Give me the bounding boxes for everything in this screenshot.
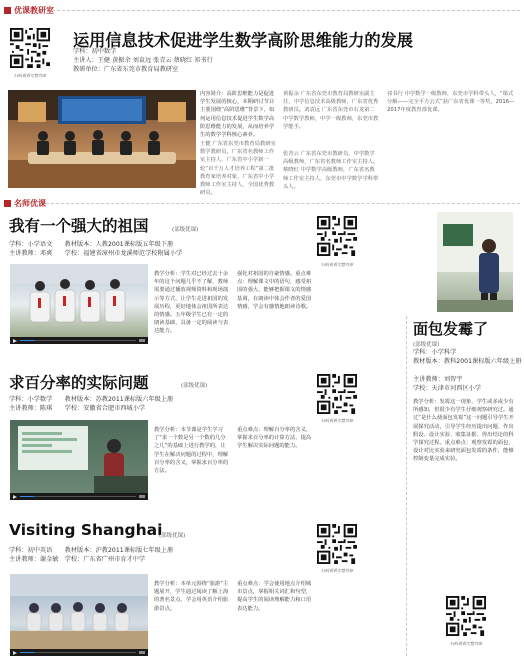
lesson-meta: 主讲教师：陈琪 学校：安徽省合肥市西城小学 (9, 405, 146, 412)
video-controls[interactable] (10, 493, 148, 500)
video-progress-bar[interactable] (20, 496, 136, 498)
lesson-title: 我有一个强大的祖国 (9, 217, 149, 235)
section-header-teachers (4, 197, 46, 209)
presenters-label: 主讲人：王健 黄振余 刘袁远 张青云 蔡晓红 祁书行 (73, 57, 213, 64)
volume-icon[interactable] (139, 339, 145, 342)
lesson-focus-text: 重点难点：学会使用地点介绍城市景点，掌握相关词汇和句型，提高学生的阅读理解能力和口语表达能力。 (237, 581, 312, 612)
bio-col2b-text: 张青云 广东省东莞市教研员，中学数学高级教师，广东省名教师工作室主持人。蔡晓红 中学数学高级教师，广东省名教师工作室主持人，东莞市中学数学学科带头人。 (283, 151, 379, 190)
video-progress-bar[interactable] (20, 340, 136, 342)
intro-text: 内容简介：高阶思维能力是促进学生发展的核心，本期研讨节目主要围绕“高阶思维”背景下，如何运用信息技术促进学生数学高阶思维能力的发展，从而培养学生的数学学科核心素养。 (200, 91, 275, 139)
volume-icon[interactable] (139, 651, 145, 654)
lesson-video-player[interactable] (10, 420, 148, 500)
lesson-meta: 学科：初中英语 教材版本：沪教2011课标版七年级上册 (9, 547, 174, 554)
column-divider (406, 316, 407, 656)
section-divider (52, 10, 520, 11)
bio-col3-text: 祁书行 中学数学一级教师，东莞市学科带头人，“课式分解——完全平方公式”获广东省优课一等奖，2016—2017年度教育部优课。 (387, 91, 515, 114)
qr-caption: 扫码观看完整资源 (14, 73, 46, 78)
qr-code-icon[interactable] (317, 374, 357, 414)
bio-wang-text: 王健 广东省东莞市教育局教研室数学教研员，广东省名教师工作室主持人，广东省中小学新一轮“百千万人才培养工程”第二批教育家培养对象，广东省中小学教师工作室主持人，全国优秀教研员。 (200, 141, 276, 196)
video-controls[interactable] (10, 337, 148, 344)
lesson-meta: 主讲教师：谢金敏 学校：广东省广州市育才中学 (9, 556, 146, 563)
lesson-analysis-text: 教学分析：本节课是学生学习了“求一个数是另一个数的几分之几”的基础上进行教学的，让学生在解决问题的过程中，理解百分率的含义，掌握求百分率的方法。 (154, 427, 229, 475)
lesson-tag: (部级优课) (413, 342, 440, 348)
qr-code-icon[interactable] (446, 596, 486, 636)
subject-label: 学科：初中数学 (73, 48, 117, 55)
section-divider (46, 203, 520, 204)
lesson-analysis-text: 教学分析：本单元围绕“旅游”主题展开，学生通过阅读了解上海的著名景点，学会用英语介绍旅游景点。 (154, 581, 229, 612)
lesson-focus-text: 重点难点：理解百分率的含义，掌握求百分率的计算方法，提高学生解决实际问题的能力。 (237, 427, 312, 450)
lesson-meta: 主讲教师：刘智宇 (413, 376, 463, 383)
qr-caption: 扫码观看完整资源 (321, 262, 353, 267)
qr-code-icon[interactable] (10, 28, 50, 68)
institution-label: 教研单位：广东省东莞市教育局教研室 (73, 66, 179, 73)
lesson-analysis-text: 教学分析：发霉这一现象，学生或多或少有所感知，但很少有学生仔细观察研究过。通过“是什么使面包发霉”这一问题引导学生开展探究活动，引导学生经历提出问题、作出假设、设计实验、收集证据、得出结论的科学探究过程。重点难点：观察发霉的面包，设计对比实验来研究面包发霉的条件，能够控制变量完成实验。 (413, 399, 514, 463)
lesson-analysis-text: 教学分析：学生对已经过去十余年的这个问题几乎不了解，教师需要通过播放视频资料和现场演示等方式，让学生走进祖国的发展历程，更好地体会祖国所表达的情感。五年级学生已有一定的朗读基础，具备一定的阅读与表达能力。 (154, 271, 229, 335)
lesson-meta: 学科：小学数学 教材版本：苏教2011课标版六年级上册 (9, 396, 174, 403)
bio-col2-text: 黄振余 广东省东莞市教育局教研室副主任，中学信息技术高级教师，广东省优秀教研员。刘袁远 广东省东莞市石龙第二中学数学教师，中学一级教师，东莞市教学能手。 (283, 91, 379, 130)
qr-code-icon[interactable] (317, 524, 357, 564)
lesson-title: Visiting Shanghai (9, 521, 163, 539)
play-icon[interactable] (13, 495, 17, 499)
qr-caption: 扫码观看完整资源 (450, 641, 482, 646)
qr-caption: 扫码观看完整资源 (321, 418, 353, 423)
section-marker-icon (4, 200, 11, 207)
section-marker-icon (4, 7, 11, 14)
lesson-tag: (部级优课) (159, 533, 186, 539)
lesson-focus-text: 强化对祖国的自豪情感。重点难点：理解课文中的语句，感受祖国的强大，能够把握课文的情感基调，在朗读中体会作者的爱国情感，学会有感情地朗读诗歌。 (237, 271, 312, 310)
section-header-research (4, 4, 54, 16)
section-header-label: 名师优课 (14, 198, 46, 208)
volume-icon[interactable] (139, 495, 145, 498)
video-controls[interactable] (10, 649, 148, 656)
lesson-video-player[interactable] (10, 574, 148, 656)
video-progress-bar[interactable] (20, 652, 136, 654)
lesson-meta: 学科：小学科学 (413, 349, 457, 356)
lesson-meta: 学校：天津市河西区小学 (413, 385, 482, 392)
lesson-video-player[interactable] (10, 264, 148, 344)
lesson-meta: 学科：小学语文 教材版本：人教2001课标版五年级下册 (9, 241, 174, 248)
studio-photo (8, 90, 196, 188)
lesson-meta: 主讲教师：邓爽 学校：福建省漳州市龙溪师范学校附属小学 (9, 250, 183, 257)
play-icon[interactable] (13, 651, 17, 655)
play-icon[interactable] (13, 339, 17, 343)
lesson-tag: (部级优课) (181, 383, 208, 389)
lesson-title: 面包发霉了 (413, 320, 489, 338)
section-header-label: 优课教研室 (14, 5, 54, 15)
qr-caption: 扫码观看完整资源 (321, 568, 353, 573)
lesson-tag: (部级优课) (172, 227, 199, 233)
qr-code-icon[interactable] (317, 216, 357, 256)
page-title: 运用信息技术促进学生数学高阶思维能力的发展 (73, 31, 413, 50)
lesson-meta: 教材版本：教科2001课标版六年级上册 (413, 358, 522, 365)
lesson-title: 求百分率的实际问题 (9, 374, 149, 392)
teacher-photo (437, 212, 513, 312)
